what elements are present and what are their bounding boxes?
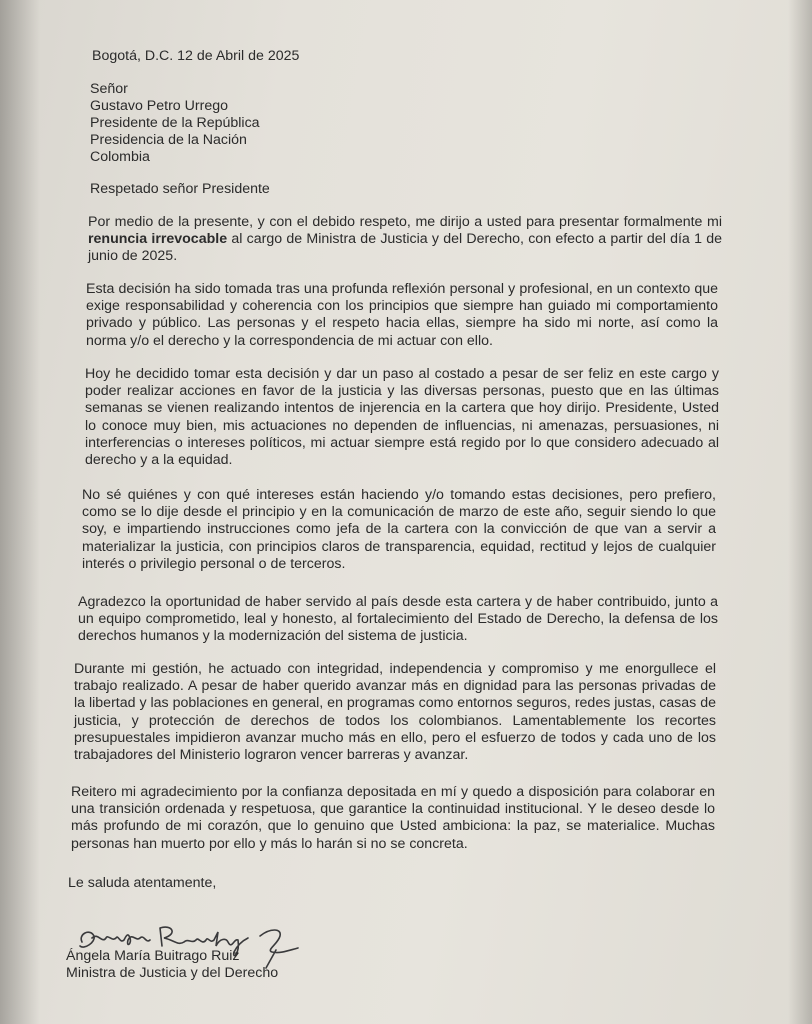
greeting: Respetado señor Presidente <box>90 181 270 197</box>
paragraph-interference: Hoy he decidido tomar esta decisión y dar un paso al costado a pesar de ser feliz en este cargo y poder realizar acciones en favor de la justicia y las diversas personas, puesto que en las últimas semanas se vienen realizando intentos de injerencia en la cartera que hoy dirijo. Presidente, Usted lo conoce muy bien, mis actuaciones no dependen de influencias, ni amenazas, persuasiones, ni interferencias o intereses políticos, mi actuar siempre está regido por lo que considero adecuado al derecho y a la equidad. <box>85 366 719 469</box>
signatory-name: Ángela María Buitrago Ruiz <box>66 948 240 964</box>
recipient-position: Presidente de la República <box>90 115 260 131</box>
page-shadow-right <box>788 0 812 1024</box>
paragraph-decision: Esta decisión ha sido tomada tras una profunda reflexión personal y profesional, en un contexto que exige responsabilidad y coherencia con los principios que siempre han guiado mi comportamiento privado y público. Las personas y el respeto hacia ellas, siempre ha sido mi norte, así como la norma y/o el derecho y la correspondencia de mi actuar con ello. <box>86 281 718 349</box>
recipient-salutation: Señor <box>90 81 128 97</box>
p1-bold: renuncia irrevocable <box>88 231 228 248</box>
signatory-title: Ministra de Justicia y del Derecho <box>66 965 279 981</box>
place-date: Bogotá, D.C. 12 de Abril de 2025 <box>92 48 300 64</box>
paragraph-intentions: No sé quiénes y con qué intereses están haciendo y/o tomando estas decisiones, pero prefiero, como se lo dije desde el principio y en la comunicación de marzo de este año, seguir siendo lo que soy, e impartiendo instrucciones como jefa de la cartera con la convicción de que van a servir a materializar la justicia, con principios claros de transparencia, equidad, rectitud y lejos de cualquier interés o privilegio personal o de terceros. <box>82 487 716 572</box>
recipient-country: Colombia <box>90 149 150 165</box>
paragraph-gratitude: Agradezco la oportunidad de haber servido al país desde esta cartera y de haber contribuido, junto a un equipo comprometido, leal y honesto, al fortalecimiento del Estado de Derecho, la defensa de los derechos humanos y la modernización del sistema de justicia. <box>78 594 718 645</box>
paragraph-resignation <box>88 214 722 266</box>
paragraph-management: Durante mi gestión, he actuado con integridad, independencia y compromiso y me enorgullece el trabajo realizado. A pesar de haber querido avanzar más en dignidad para las personas privadas de la libertad y las poblaciones en general, en programas como entornos seguros, redes justas, casas de justicia, y protección de derechos de todos los colombianos. Lamentablemente los recortes presupuestales impidieron avanzar mucho más en ello, pero el esfuerzo de todos y cada uno de los trabajadores del Ministerio lograron vencer barreras y avanzar. <box>74 661 716 764</box>
closing: Le saluda atentamente, <box>68 875 217 891</box>
recipient-office: Presidencia de la Nación <box>90 132 247 148</box>
p1-after: al cargo de Ministra de Justicia y del Derecho, con efecto a partir del día 1 de junio de 2025. <box>88 231 722 265</box>
page-shadow-left <box>0 0 40 1024</box>
paragraph-final: Reitero mi agradecimiento por la confianza depositada en mí y quedo a disposición para colaborar en una transición ordenada y respetuosa, que garantice la continuidad institucional. Y le deseo desde lo más profundo de mi corazón, que lo genuino que Usted ambiciona: la paz, se materialice. Muchas personas han muerto por ello y más lo harán si no se concreta. <box>71 784 715 852</box>
recipient-name: Gustavo Petro Urrego <box>90 98 228 114</box>
p1-before: Por medio de la presente, y con el debido respeto, me dirijo a usted para presentar formalmente mi <box>88 214 722 230</box>
